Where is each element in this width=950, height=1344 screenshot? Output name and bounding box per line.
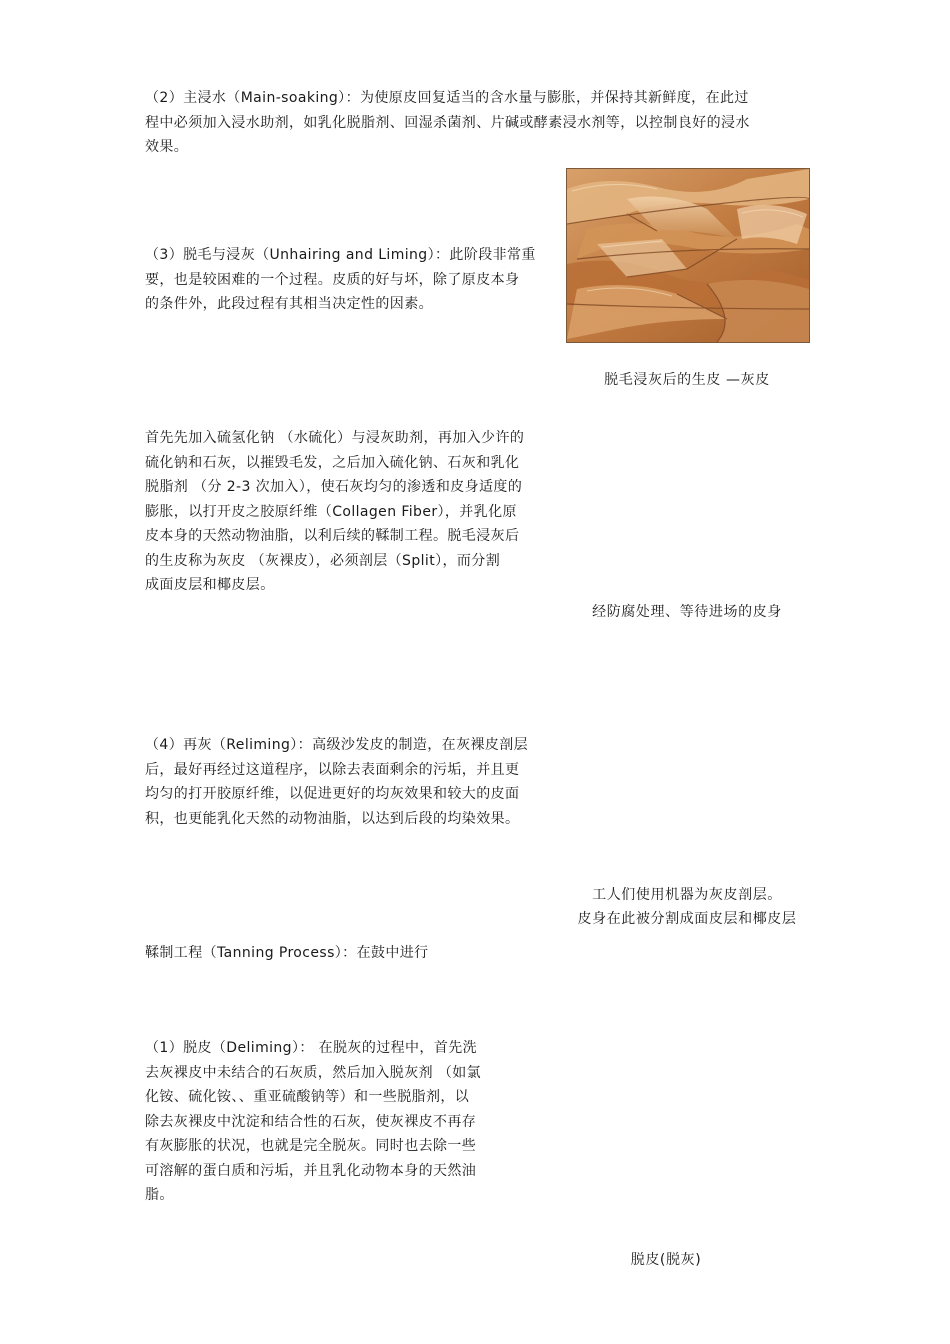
caption-splitting-line-2: 皮身在此被分割成面皮层和椰皮层 [577, 911, 797, 927]
caption-preserved-hide: 经防腐处理、等待进场的皮身 [592, 604, 782, 620]
paragraph-unhairing-detail: 首先先加入硫氢化钠 （水硫化）与浸灰助剂，再加入少许的 硫化钠和石灰，以摧毁毛发，之后加入硫化钠、石灰和乳化 脱脂剂 （分 2-3 次加入），使石灰均匀的渗透和皮身适度的 膨胀，以打开皮之胶原纤维（Collagen Fiber），并乳化原 皮本身的天然动物油脂，以利后续的鞣制工程。脱毛浸灰后 的生皮称为灰皮 （灰裸皮），必须剖层（Split），而分割 成面皮层和椰皮层。 [145, 430, 525, 593]
paragraph-unhairing-liming: （3）脱毛与浸灰（Unhairing and Liming）：此阶段非常重 要，也是较困难的一个过程。皮质的好与坏，除了原皮本身 的条件外，此段过程有其相当决定性的因素。 [145, 247, 536, 312]
paragraph-deliming: （1）脱皮（Deliming）： 在脱灰的过程中，首先洗 去灰裸皮中未结合的石灰质，然后加入脱灰剂 （如氯 化铵、硫化铵、、重亚硫酸钠等）和一些脱脂剂，以 除去灰裸皮中沈淀和结合性的石灰，使灰裸皮不再存 有灰膨胀的状况，也就是完全脱灰。同时也去除一些 可溶解的蛋白质和污垢，并且乳化动物本身的天然油 脂。 [145, 1040, 482, 1203]
caption-limed-hide: 脱毛浸灰后的生皮 —灰皮 [604, 372, 770, 388]
paragraph-tanning-heading: 鞣制工程（Tanning Process）：在鼓中进行 [145, 945, 429, 961]
caption-deliming: 脱皮(脱灰) [630, 1252, 702, 1268]
paragraph-main-soaking: （2）主浸水（Main-soaking）：为使原皮回复适当的含水量与膨胀，并保持其新鲜度，在此过 程中必须加入浸水助剂，如乳化脱脂剂、回湿杀菌剂、片碱或酵素浸水剂等，以控制良好的浸水 效果。 [145, 90, 750, 155]
limed-hide-photo [566, 168, 810, 343]
paragraph-reliming: （4）再灰（Reliming）：高级沙发皮的制造，在灰裸皮剖层 后，最好再经过这道程序，以除去表面剩余的污垢，并且更 均匀的打开胶原纤维，以促进更好的均灰效果和较大的皮面 积，也更能乳化天然的动物油脂，以达到后段的均染效果。 [145, 737, 529, 827]
caption-splitting-line-1: 工人们使用机器为灰皮剖层。 [592, 887, 782, 903]
